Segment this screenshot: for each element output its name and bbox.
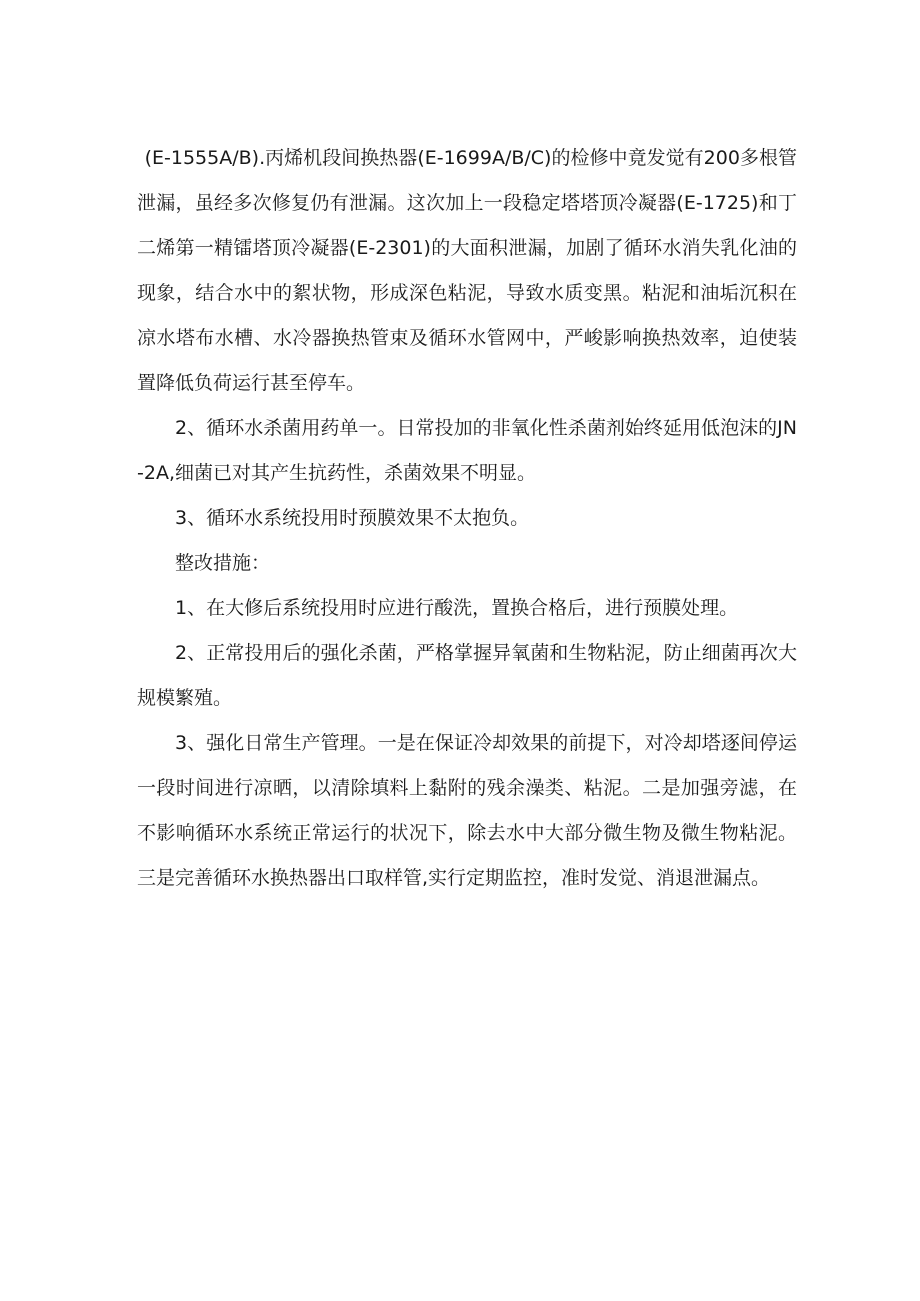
paragraph-measure-1: 1、在大修后系统投用时应进行酸洗，置换合格后，进行预膜处理。 [175, 597, 739, 619]
paragraph-issue-3: 3、循环水系统投用时预膜效果不太抱负。 [175, 507, 530, 529]
document-body [137, 136, 797, 901]
section-heading-measures: 整改措施： [175, 552, 271, 574]
paragraph-issue-2: 2、循环水杀菌用药单一。日常投加的非氧化性杀菌剂始终延用低泡沫的JN-2A,细菌已对其产生抗药性，杀菌效果不明显。 [137, 417, 797, 484]
paragraph-measure-2: 2、正常投用后的强化杀菌，严格掌握异氧菌和生物粘泥，防止细菌再次大规模繁殖。 [137, 642, 797, 709]
paragraph-measure-3: 3、强化日常生产管理。一是在保证冷却效果的前提下，对冷却塔逐间停运一段时间进行凉晒，以清除填料上黏附的残余澡类、粘泥。二是加强旁滤，在不影响循环水系统正常运行的状况下，除去水中大部分微生物及微生物粘泥。三是完善循环水换热器出口取样管,实行定期监控，准时发觉、消退泄漏点。 [137, 732, 797, 889]
paragraph-continuation: (E-1555A/B).丙烯机段间换热器(E-1699A/B/C)的检修中竟发觉有200多根管泄漏，虽经多次修复仍有泄漏。这次加上一段稳定塔塔顶冷凝器(E-1725)和丁二烯第一精镭塔顶冷凝器(E-2301)的大面积泄漏，加剧了循环水消失乳化油的现象，结合水中的絮状物，形成深色粘泥，导致水质变黑。粘泥和油垢沉积在凉水塔布水槽、水冷器换热管束及循环水管网中，严峻影响换热效率，迫使装置降低负荷运行甚至停车。 [137, 147, 797, 394]
